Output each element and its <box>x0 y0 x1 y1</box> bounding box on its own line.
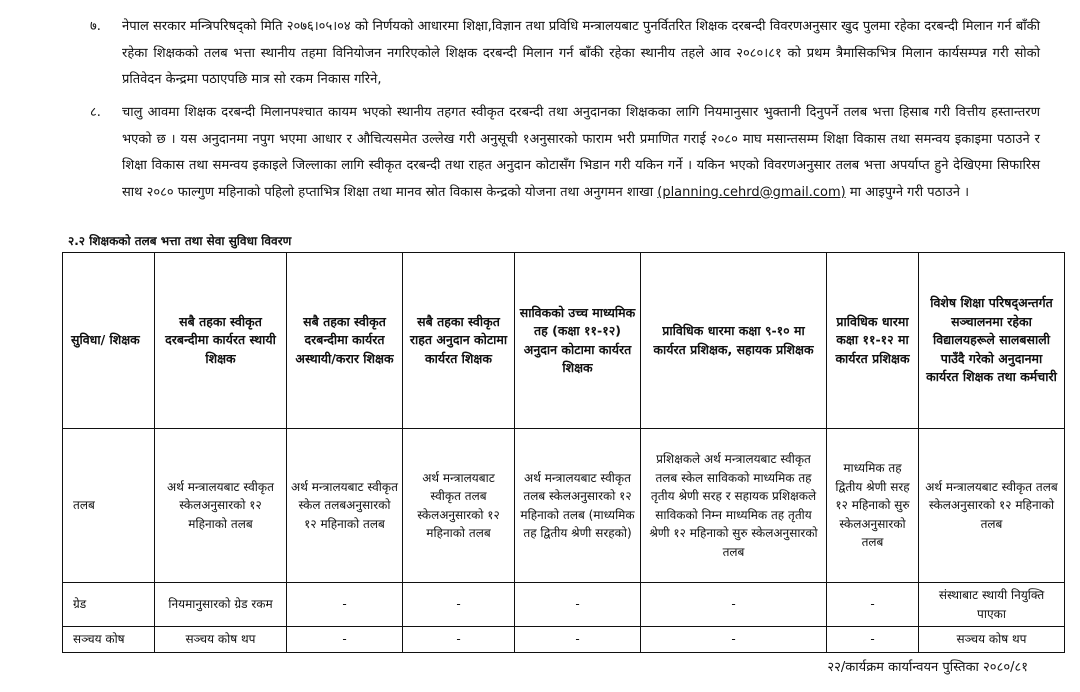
table-cell: - <box>287 627 403 653</box>
table-cell: संस्थाबाट स्थायी नियुक्ति पाएका <box>919 583 1065 627</box>
email-link[interactable]: (planning.cehrd@gmail.com) <box>657 184 846 200</box>
page-footer: २२/कार्यक्रम कार्यान्वयन पुस्तिका २०८०/८१ <box>827 660 1028 675</box>
paragraph-body: चालु आवमा शिक्षक दरबन्दी मिलानपश्चात कायम भएको स्थानीय तहगत स्वीकृत दरबन्दी तथा अनुदानका शिक्षकका लागि नियमानुसार भुक्तानी दिनुपर्ने तलब भत्ता हिसाब गरी वित्तीय हस्तान्तरण भएको छ । यस अनुदानमा नपुग भएमा आधार र औचित्यसमेत उल्लेख गरी अनुसूची १अनुसारको फाराम भरी प्रमाणित गराई २०८० माघ मसान्तसम्म शिक्षा विकास तथा समन्वय इकाइमा पठाउने र शिक्षा विकास तथा समन्वय इकाइले जिल्लाका लागि स्वीकृत दरबन्दी तथा राहत अनुदान कोटासँग भिडान गरी यकिन गर्ने । यकिन भएको विवरणअनुसार तलब भत्ता अपर्याप्त हुने देखिएमा सिफारिस साथ २०८० फाल्गुण महिनाको पहिलो हप्ताभित्र शिक्षा तथा मानव स्रोत विकास केन्द्रको योजना तथा अनुगमन शाखा <box>122 105 1040 200</box>
row-label-provident-fund: सञ्चय कोष <box>63 627 155 653</box>
table-cell: अर्थ मन्त्रालयबाट स्वीकृत तलब स्केलअनुसारको १२ महिनाको तलब <box>919 429 1065 583</box>
paragraph-number: ७. <box>90 19 101 34</box>
table-cell: अर्थ मन्त्रालयबाट स्वीकृत स्केलअनुसारको १२ महिनाको तलब <box>155 429 287 583</box>
table-cell: माध्यमिक तह द्वितीय श्रेणी सरह १२ महिनाको सुरु स्केलअनुसारको तलब <box>827 429 919 583</box>
header-higher-secondary-teacher: साविकको उच्च माध्यमिक तह (कक्षा ११-१२) अनुदान कोटामा कार्यरत शिक्षक <box>515 253 641 429</box>
header-temporary-teacher: सबै तहका स्वीकृत दरबन्दीमा कार्यरत अस्थायी/करार शिक्षक <box>287 253 403 429</box>
salary-benefits-table <box>62 252 1065 653</box>
header-relief-quota-teacher: सबै तहका स्वीकृत राहत अनुदान कोटामा कार्यरत शिक्षक <box>403 253 515 429</box>
table-cell: - <box>403 583 515 627</box>
header-special-education-staff: विशेष शिक्षा परिषद्अन्तर्गत सञ्चालनमा रहेका विद्यालयहरूले सालबसाली पाउँदै गरेको अनुदानमा कार्यरत शिक्षक तथा कर्मचारी <box>919 253 1065 429</box>
table-cell: अर्थ मन्त्रालयबाट स्वीकृत तलब स्केलअनुसारको १२ महिनाको तलब <box>403 429 515 583</box>
table-cell: सञ्चय कोष थप <box>155 627 287 653</box>
header-permanent-teacher: सबै तहका स्वीकृत दरबन्दीमा कार्यरत स्थायी शिक्षक <box>155 253 287 429</box>
paragraph-text: नेपाल सरकार मन्त्रिपरिषद्को मिति २०७६।०५।०४ को निर्णयको आधारमा शिक्षा,विज्ञान तथा प्रविधि मन्त्रालयबाट पुनर्वितरित शिक्षक दरबन्दी विवरणअनुसार खुद पुलमा रहेका दरबन्दी मिलान गर्न बाँकी रहेका शिक्षकको तलब भत्ता स्थानीय तहमा विनियोजन नगरिएकोले शिक्षक दरबन्दी मिलान गर्न बाँकी रहेका स्थानीय तहले आव २०८०।८१ को प्रथम त्रैमासिकभित्र मिलान कार्यसम्पन्न गरी सोको प्रतिवेदन केन्द्रमा पठाएपछि मात्र सो रकम निकास गरिने, <box>122 19 1040 87</box>
paragraph-8 <box>90 100 1040 206</box>
table-cell: - <box>403 627 515 653</box>
table-cell: प्रशिक्षकले अर्थ मन्त्रालयबाट स्वीकृत तलब स्केल साविकको माध्यमिक तह तृतीय श्रेणी सरह र सहायक प्रशिक्षकले साविकको निम्न माध्यमिक तह तृतीय श्रेणी १२ महिनाको सुरु स्केलअनुसारको तलब <box>641 429 827 583</box>
paragraph-number: ८. <box>90 105 101 120</box>
table-header-row <box>63 253 1065 429</box>
table-row <box>63 627 1065 653</box>
table-cell: - <box>827 627 919 653</box>
table-cell: सञ्चय कोष थप <box>919 627 1065 653</box>
table-row <box>63 583 1065 627</box>
table-cell: - <box>515 583 641 627</box>
header-technical-11-12-instructor: प्राविधिक धारमा कक्षा ११-१२ मा कार्यरत प्रशिक्षक <box>827 253 919 429</box>
table-cell: अर्थ मन्त्रालयबाट स्वीकृत स्केल तलबअनुसारको १२ महिनाको तलब <box>287 429 403 583</box>
paragraph-7 <box>90 14 1040 94</box>
paragraph-text <box>122 100 1040 206</box>
table-cell: - <box>287 583 403 627</box>
header-technical-9-10-instructor: प्राविधिक धारमा कक्षा ९-१० मा कार्यरत प्रशिक्षक, सहायक प्रशिक्षक <box>641 253 827 429</box>
table-cell: - <box>641 583 827 627</box>
table-cell: - <box>641 627 827 653</box>
paragraph-suffix: मा आइपुग्ने गरी पठाउने । <box>845 184 969 200</box>
section-title: २.२ शिक्षकको तलब भत्ता तथा सेवा सुविधा विवरण <box>68 234 292 248</box>
table-cell: - <box>515 627 641 653</box>
header-facility-teacher: सुविधा/ शिक्षक <box>63 253 155 429</box>
table-cell: नियमानुसारको ग्रेड रकम <box>155 583 287 627</box>
table-row <box>63 429 1065 583</box>
row-label-salary: तलब <box>63 429 155 583</box>
row-label-grade: ग्रेड <box>63 583 155 627</box>
table-cell: - <box>827 583 919 627</box>
table-cell: अर्थ मन्त्रालयबाट स्वीकृत तलब स्केलअनुसारको १२ महिनाको तलब (माध्यमिक तह द्वितीय श्रेणी सरहको) <box>515 429 641 583</box>
